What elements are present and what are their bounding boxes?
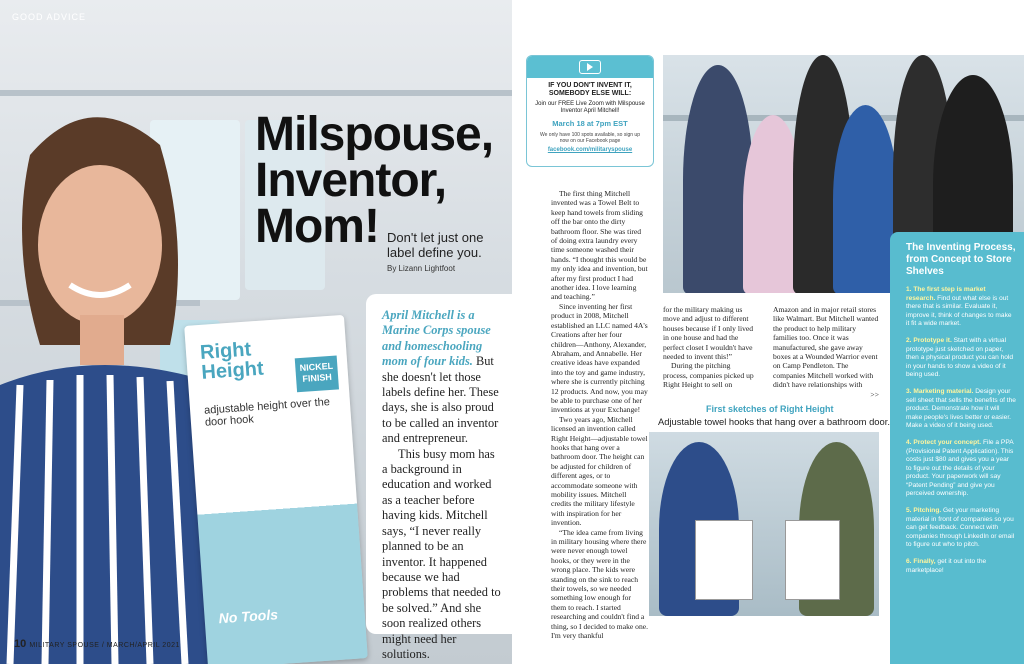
intro-text-box xyxy=(366,294,512,661)
dek: Don't let just one label define you. xyxy=(387,230,484,260)
headline: Milspouse, Inventor, Mom! xyxy=(255,108,494,253)
byline: By Lizann Lightfoot xyxy=(387,264,456,273)
sidebar-step: 5. Pitching. Get your marketing material in front of companies so you can get feedback. Connect with companies through LinkedIn or email to figure out who to pitch. xyxy=(906,507,1015,549)
package-footer: No Tools xyxy=(218,606,279,627)
sidebar-step: 2. Prototype it. Start with a virtual prototype just sketched on paper, then a physical product you can hold in your hands to show a video of it being used. xyxy=(906,336,1014,379)
sidebar-title: The Inventing Process, from Concept to Store Shelves xyxy=(906,242,1016,277)
sidebar-step: 1. The first step is market research. Find out what else is out there that is similar. Evaluate it, improve it, think of changes to make it fit a wide market. xyxy=(906,286,1012,328)
video-play-icon xyxy=(579,60,601,74)
package-title: Right Height xyxy=(199,338,265,384)
sidebar-step: 3. Marketing material. Design your sell sheet that sells the benefits of the product. Demonstrate how it will make people's lives better or easier. Make a video of it being used. xyxy=(906,387,1016,430)
sidebar-step: 6. Finally, get it out into the marketplace! xyxy=(906,558,987,574)
zoom-note: We only have 100 spots available, so sign up now on our Facebook page xyxy=(540,132,640,144)
sketch-title: First sketches of Right Height xyxy=(706,404,834,414)
zoom-description: Join our FREE Live Zoom with Milspouse Inventor April Mitchell! xyxy=(535,101,645,114)
sketch-paper xyxy=(695,520,753,600)
facebook-link[interactable]: facebook.com/militaryspouse xyxy=(547,147,633,153)
article-column-1: The first thing Mitchell invented was a Towel Belt to keep hand towels from sliding off the bar onto the dirty bathroom floor. She was tired of doing extra laundry every time someone washed their hands. “I thought this would be my only idea and invention, but after my first product I had another idea. I love learning and teaching.” Since inventing her first product in 2008, Mitchell established an LLC named 4A's Creations after her four children—Anthony, Alexander, Abraham, and Annabelle. Her creative ideas have expanded into the toy and game industry, where she is currently pitching 12 products. And now, you may be able to purchase one of her inventions at your Exchange! Two years ago, Mitchell licensed an invention called Right Height—adjustable towel hooks that hang over a bathroom door. The height can be adjusted for children of different ages, or to accommodate someone with mobility issues. Mitchell credits the military lifestyle with inspiration for her invention. “The idea came from living in military housing where there were never enough towel hooks, or they were in the wrong place. The kids were standing on the sink to reach their towels, so we needed something low enough for them to reach. I started researching and couldn't find a thing, so I decided to make one. I'm very thankful xyxy=(551,189,649,641)
sidebar-step: 4. Protect your concept. File a PPA (Provisional Patent Application). This costs just $80 and gives you a year to figure out the details of your product. Your paperwork will say “Patent Pending” and give you perceived ownership. xyxy=(906,438,1014,498)
sketch-subtitle: Adjustable towel hooks that hang over a bathroom door. xyxy=(658,416,890,427)
package-tagline: adjustable height over the door hook xyxy=(203,396,331,429)
section-label: GOOD ADVICE xyxy=(12,12,87,22)
zoom-event-box xyxy=(526,55,654,167)
intro-paragraph-2: This busy mom has a background in education and worked as a teacher before having kids. Mitchell says, “I never really planned to be an inventor. It happened because we had problems that needed to be solved.” And she soon realized others might need her solutions. xyxy=(382,446,501,661)
sketch-photo xyxy=(649,432,879,616)
intro-paragraph-1: But she doesn't let those labels define her. These days, she is also proud to be called an inventor and entrepreneur. xyxy=(382,354,499,446)
inventing-process-sidebar xyxy=(890,232,1024,664)
folio: 10 MILITARY SPOUSE / MARCH/APRIL 2021 xyxy=(14,638,180,650)
article-column-3: Amazon and in major retail stores like Walmart. But Mitchell wanted the product to help military families too. Once it was manufactured, she gave away boxes at a Wounded Warrior event on Camp Pendleton. The companies Mitchell worked with didn't have relationships with >> xyxy=(773,305,879,399)
right-height-package xyxy=(184,315,368,664)
intro-lead: April Mitchell is a Marine Corps spouse and homeschooling mom of four kids. xyxy=(382,308,491,369)
article-column-2: for the military making us move and adjust to different houses because if I only lived in one house and had the perfect closet I wouldn't have needed to invent this!” During the pitching process, companies picked up Right Height to sell on xyxy=(663,305,754,390)
zoom-date: March 18 at 7pm EST xyxy=(552,119,628,128)
nickel-finish-badge: NICKEL FINISH xyxy=(295,355,339,392)
sketch-paper xyxy=(785,520,840,600)
zoom-headline: IF YOU DON'T INVENT IT, SOMEBODY ELSE WILL: xyxy=(548,82,632,97)
continued-arrow: >> xyxy=(870,389,879,399)
